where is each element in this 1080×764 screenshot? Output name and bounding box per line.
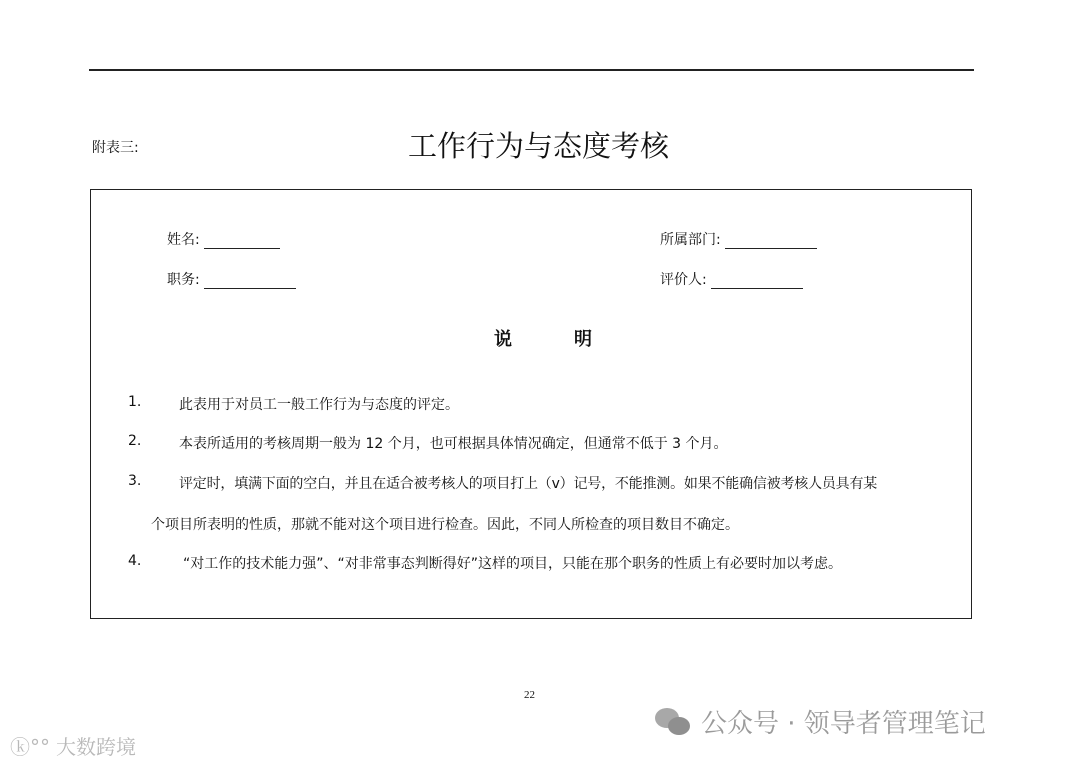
name-blank[interactable] [204, 232, 280, 249]
evaluator-label: 评价人: [660, 272, 707, 288]
name-label: 姓名: [167, 232, 200, 248]
wechat-icon [655, 708, 691, 736]
list-item [128, 473, 877, 493]
position-field [167, 269, 296, 289]
heading-char: 说 [494, 329, 512, 350]
logo-watermark-text: 大数跨境 [56, 735, 136, 759]
wechat-watermark-text: 公众号 · 领导者管理笔记 [701, 709, 986, 739]
evaluator-blank[interactable] [711, 272, 803, 289]
name-field [167, 229, 280, 249]
item-text: 评定时，填满下面的空白，并且在适合被考核人的项目打上（v）记号，不能推测。如果不能确信被考核人员具有某 [179, 476, 878, 492]
list-item [128, 553, 842, 573]
list-item [128, 394, 459, 414]
department-label: 所属部门: [660, 232, 721, 248]
item-number: 1. [128, 394, 142, 410]
item-continuation: 个项目所表明的性质，那就不能对这个项目进行检查。因此，不同人所检查的项目数目不确定。 [151, 517, 739, 533]
header-rule [89, 69, 974, 71]
department-field [660, 229, 817, 249]
appendix-label: 附表三: [92, 140, 139, 156]
evaluator-field [660, 269, 803, 289]
item-number: 2. [128, 433, 142, 449]
item-text: 本表所适用的考核周期一般为 12 个月，也可根据具体情况确定，但通常不低于 3 个月。 [179, 436, 728, 452]
logo-watermark [10, 731, 136, 760]
explanation-heading [494, 325, 592, 351]
heading-char: 明 [574, 329, 592, 350]
position-label: 职务: [167, 272, 200, 288]
page-number: 22 [524, 689, 535, 701]
item-text: 此表用于对员工一般工作行为与态度的评定。 [179, 397, 459, 413]
department-blank[interactable] [725, 232, 817, 249]
position-blank[interactable] [204, 272, 296, 289]
item-text: “对工作的技术能力强”、“对非常事态判断得好”这样的项目，只能在那个职务的性质上有必要时加以考虑。 [183, 556, 843, 572]
list-item [128, 433, 728, 453]
page-title: 工作行为与态度考核 [408, 129, 670, 163]
wechat-watermark [655, 703, 986, 740]
item-number: 4. [128, 553, 142, 569]
item-number: 3. [128, 473, 142, 489]
logo-icon: ⓚ°° [10, 735, 50, 759]
